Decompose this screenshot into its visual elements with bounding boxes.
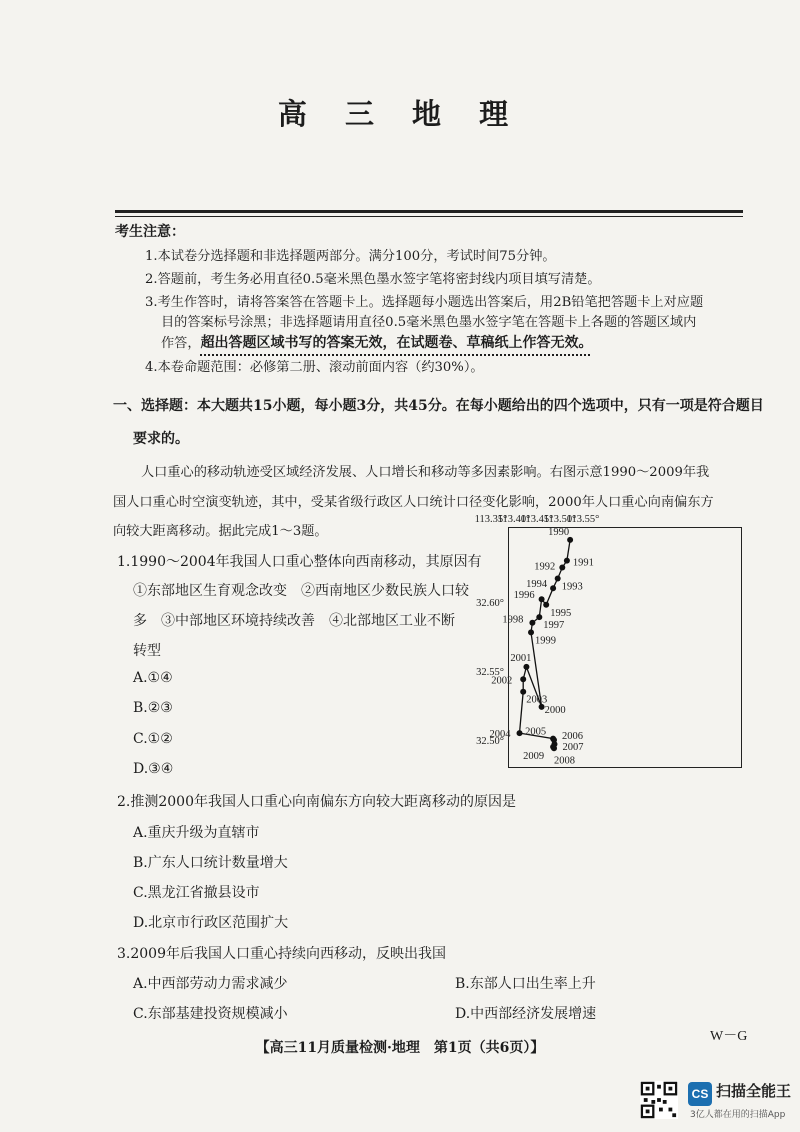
trajectory-point [543, 602, 549, 608]
year-label: 1998 [502, 614, 524, 626]
year-label: 2006 [562, 731, 584, 742]
latitude-tick-label: 32.50° [476, 736, 504, 747]
passage-line: 国人口重心时空演变轨迹，其中，受某省级行政区人口统计口径变化影响，2000年人口重心向南偏东方 [113, 495, 714, 510]
option-c: C.黑龙江省撤县设市 [133, 885, 260, 901]
passage-line: 人口重心的移动轨迹受区域经济发展、人口增长和移动等多因素影响。右图示意1990～2009年我 [141, 465, 710, 480]
question-stem: 1.1990～2004年我国人口重心整体向西南移动，其原因有 [117, 554, 482, 570]
year-label: 1999 [535, 635, 557, 647]
latitude-tick-label: 32.55° [476, 667, 504, 678]
qr-code-icon [640, 1081, 678, 1119]
option-a: A.①④ [133, 670, 173, 686]
trajectory-point [564, 558, 570, 564]
option-b: B.东部人口出生率上升 [455, 976, 596, 992]
longitude-tick-label: 113.45° [520, 514, 554, 525]
notice-item: 4.本卷命题范围：必修第二册、滚动前面内容（约30%）。 [145, 360, 484, 375]
option-a: A.重庆升级为直辖市 [133, 825, 260, 841]
year-label: 1997 [543, 620, 565, 632]
trajectory-point [536, 614, 542, 620]
option-d: D.③④ [133, 761, 174, 777]
notice-item: 3.考生作答时，请将答案答在答题卡上。选择题每小题选出答案后，用2B铅笔把答题卡上对应题 [145, 295, 704, 310]
year-label: 1990 [548, 526, 570, 538]
trajectory-point [550, 585, 556, 591]
scanner-tagline: 3亿人都在用的扫描App [690, 1110, 786, 1120]
scanner-logo-icon: CS [688, 1082, 712, 1106]
option-d: D.中西部经济发展增速 [455, 1006, 597, 1022]
question-stem: 2.推测2000年我国人口重心向南偏东方向较大距离移动的原因是 [117, 794, 516, 810]
year-label: 1991 [572, 557, 594, 569]
year-label: 2002 [491, 675, 513, 687]
trajectory-point [555, 576, 561, 582]
year-label: 2008 [554, 755, 576, 767]
longitude-tick-label: 113.35° [474, 514, 508, 525]
trajectory-point [517, 730, 523, 736]
notice-heading: 考生注意： [115, 224, 185, 240]
year-label: 1996 [513, 590, 535, 602]
trajectory-point [559, 565, 565, 571]
question-choices: 多 ③中部地区环境持续改善 ④北部地区工业不断 [133, 613, 455, 629]
year-label: 1992 [534, 561, 556, 573]
year-label: 2003 [526, 694, 548, 706]
year-label: 1995 [550, 607, 572, 619]
page-title: 高 三 地 理 [277, 97, 523, 131]
year-label: 1993 [561, 581, 583, 593]
year-label: 2007 [562, 742, 584, 754]
option-a: A.中西部劳动力需求减少 [133, 976, 288, 992]
notice-emphasis: 超出答题区域书写的答案无效，在试题卷、草稿纸上作答无效。 [200, 335, 593, 351]
longitude-tick-label: 113.40° [497, 514, 531, 525]
section-heading-cont: 要求的。 [133, 431, 189, 447]
notice-item: 2.答题前，考生务必用直径0.5毫米黑色墨水签字笔将密封线内项目填写清楚。 [145, 272, 601, 287]
page-code: W－G [710, 1029, 748, 1044]
option-b: B.②③ [133, 700, 173, 716]
longitude-tick-label: 113.50° [543, 514, 577, 525]
trajectory-point [529, 620, 535, 626]
latitude-tick-label: 32.60° [476, 598, 504, 609]
trajectory-point [520, 676, 526, 682]
scanner-app-name: 扫描全能王 [716, 1082, 792, 1100]
notice-item-text: 作答， [161, 336, 201, 351]
longitude-tick-label: 113.55° [566, 514, 600, 525]
question-choices: ①东部地区生育观念改变 ②西南地区少数民族人口较 [133, 583, 469, 599]
year-label: 2009 [523, 750, 545, 762]
trajectory-point [539, 596, 545, 602]
year-label: 1994 [526, 579, 548, 591]
trajectory-point [528, 629, 534, 635]
option-c: C.①② [133, 731, 173, 747]
year-label: 2004 [489, 729, 511, 741]
passage-line: 向较大距离移动。据此完成1～3题。 [113, 524, 328, 539]
year-label: 2001 [510, 652, 532, 664]
question-choices: 转型 [133, 643, 161, 659]
notice-item: 1.本试卷分选择题和非选择题两部分。满分100分，考试时间75分钟。 [145, 249, 556, 264]
option-b: B.广东人口统计数量增大 [133, 855, 288, 871]
trajectory-point [523, 664, 529, 670]
question-stem: 3.2009年后我国人口重心持续向西移动，反映出我国 [117, 946, 446, 962]
section-heading: 一、选择题：本大题共15小题，每小题3分，共45分。在每小题给出的四个选项中，只有一项是符合题目 [113, 398, 764, 414]
notice-item: 目的答案标号涂黑；非选择题请用直径0.5毫米黑色墨水签字笔在答题卡上各题的答题区域内 [161, 315, 697, 330]
year-label: 2005 [525, 726, 547, 738]
page-footer: 【高三11月质量检测·地理 第1页（共6页）】 [255, 1040, 545, 1056]
trajectory-point [550, 744, 556, 750]
option-d: D.北京市行政区范围扩大 [133, 915, 289, 931]
option-c: C.东部基建投资规模减小 [133, 1006, 288, 1022]
year-label: 2000 [544, 704, 566, 716]
